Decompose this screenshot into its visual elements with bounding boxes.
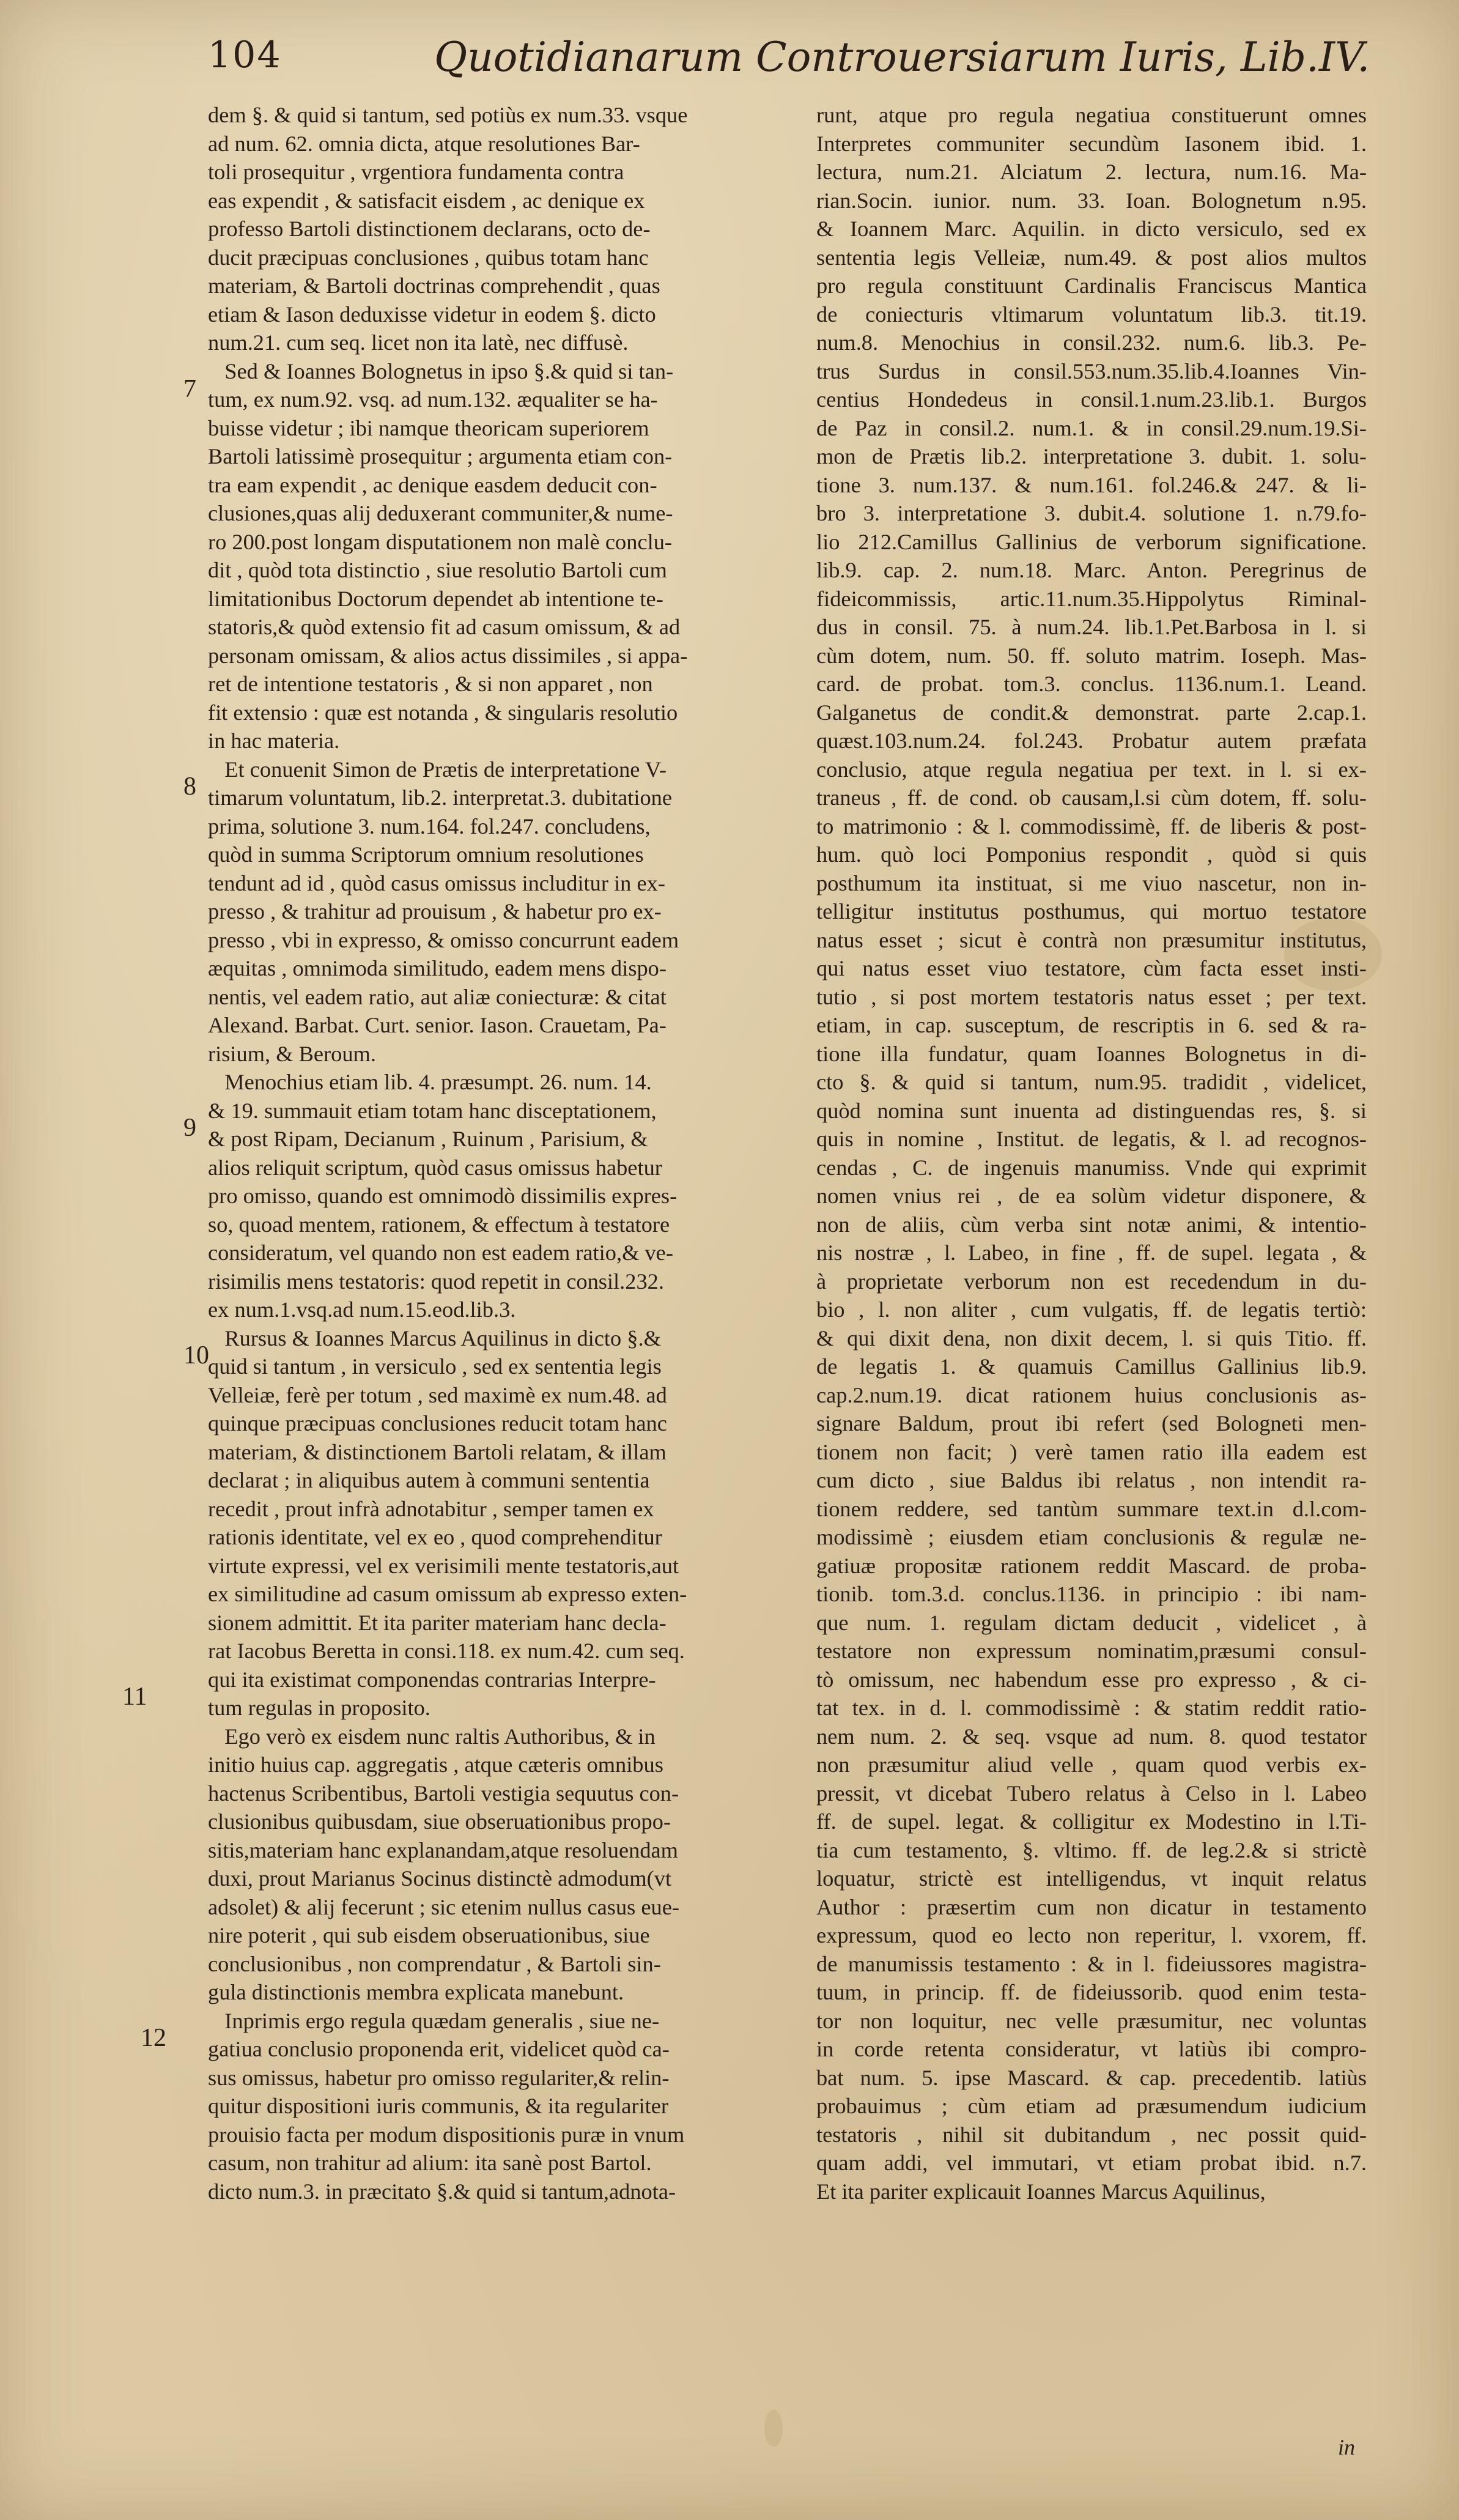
text-line: & post Ripam, Decianum , Ruinum , Parisium, &	[208, 1127, 648, 1151]
page-number: 104	[208, 34, 282, 76]
text-line: prima, solutione 3. num.164. fol.247. concludens,	[208, 813, 651, 839]
paragraph-number: 10	[183, 1341, 209, 1369]
text-line: tuum, in princip. ff. de fideiussorib. quod enim testa-	[816, 1980, 1367, 2004]
text-line: æquitas , omnimoda similitudo, eadem mens dispo-	[208, 956, 667, 980]
text-line: fideicommissis, artic.11.num.35.Hippolytus Riminal-	[816, 586, 1367, 611]
text-line: non de aliis, cùm verba sint notæ animi, & intentio-	[816, 1212, 1367, 1237]
text-line: nis nostræ , l. Labeo, in fine , ff. de supel. legata , &	[816, 1240, 1367, 1265]
text-line: ad num. 62. omnia dicta, atque resolutiones Bar-	[208, 131, 640, 156]
text-line: nomen vnius rei , de ea solùm videtur disponere, &	[816, 1184, 1367, 1208]
text-line: sionem admittit. Et ita pariter materiam hanc decla-	[208, 1610, 667, 1635]
text-line: risimilis mens testatoris: quod repetit in consil.232.	[208, 1269, 664, 1294]
text-line: centius Hondedeus in consil.1.num.23.lib.1. Burgos	[816, 387, 1367, 412]
text-line: probauimus ; cùm etiam ad præsumendum iudicium	[816, 2094, 1367, 2118]
text-line: limitationibus Doctorum dependet ab intentione te-	[208, 586, 663, 611]
text-line: presso , & trahitur ad prouisum , & habetur pro ex-	[208, 899, 662, 924]
text-line: professo Bartoli distinctionem declarans, octo de-	[208, 217, 651, 241]
text-line: bro 3. interpretatione 3. dubit.4. solutione 1. n.79.fo-	[816, 501, 1367, 525]
text-line: rian.Socin. iunior. num. 33. Ioan. Bolognetum n.95.	[816, 188, 1367, 213]
text-line: timarum voluntatum, lib.2. interpretat.3. dubitatione	[208, 785, 672, 810]
text-line: presso , vbi in expresso, & omisso concurrunt eadem	[208, 927, 679, 952]
text-line: lib.9. cap. 2. num.18. Marc. Anton. Peregrinus de	[816, 558, 1367, 582]
text-line: expressum, quod eo lecto non reperitur, l. vxorem, ff.	[816, 1923, 1367, 1947]
text-line: bat num. 5. ipse Mascard. & cap. precedentib. latiùs	[816, 2065, 1367, 2090]
running-head	[208, 34, 1370, 95]
text-line: pro omisso, quando est omnimodò dissimilis expres-	[208, 1184, 678, 1208]
text-line: so, quoad mentem, rationem, & effectum à testatore	[208, 1212, 670, 1237]
text-line: tionib. tom.3.d. conclus.1136. in principio : ibi nam-	[816, 1582, 1367, 1606]
text-line: fit extensio : quæ est notanda , & singularis resolutio	[208, 700, 678, 725]
text-line: qui ita existimat componendas contrarias Interpre-	[208, 1667, 656, 1692]
text-line: quitur dispositioni iuris communis, & ita regulariter	[208, 2094, 668, 2118]
text-line: tor non loquitur, nec velle præsumitur, nec voluntas	[816, 2008, 1367, 2033]
text-line: cap.2.num.19. dicat rationem huius conclusionis as-	[816, 1382, 1367, 1407]
text-line: etiam, in cap. susceptum, de rescriptis in 6. sed & ra-	[816, 1013, 1367, 1037]
text-line: testatoris , nihil sit dubitandum , nec possit quid-	[816, 2122, 1367, 2147]
text-line: num.21. cum seq. licet non ita latè, nec diffusè.	[208, 330, 629, 355]
text-line: Rursus & Ioannes Marcus Aquilinus in dicto §.&	[208, 1325, 661, 1351]
text-line: hactenus Scribentibus, Bartoli vestigia sequutus con-	[208, 1781, 679, 1806]
text-line: dus in consil. 75. à num.24. lib.1.Pet.Barbosa in l. si	[816, 615, 1367, 639]
text-line: lio 212.Camillus Gallinius de verborum significatione.	[816, 529, 1367, 554]
text-line: rat Iacobus Beretta in consi.118. ex num.42. cum seq.	[208, 1639, 685, 1663]
text-line: de legatis 1. & quamuis Camillus Gallinius lib.9.	[816, 1354, 1367, 1379]
text-line: consideratum, vel quando non est eadem ratio,& ve-	[208, 1240, 673, 1265]
text-line: quæst.103.num.24. fol.243. Probatur autem præfata	[816, 728, 1367, 753]
text-line: mon de Prætis lib.2. interpretatione 3. dubit. 1. solu-	[816, 444, 1367, 469]
text-line: recedit , prout infrà adnotabitur , semper tamen ex	[208, 1496, 654, 1521]
text-line: cendas , C. de ingenuis manumiss. Vnde qui exprimit	[816, 1155, 1367, 1180]
left-column	[208, 101, 780, 2206]
text-line: testatore non expressum nominatim,præsumi consul-	[816, 1639, 1367, 1663]
text-line: Alexand. Barbat. Curt. senior. Iason. Crauetam, Pa-	[208, 1013, 667, 1037]
text-line: ro 200.post longam disputationem non malè conclu-	[208, 529, 673, 554]
text-line: quòd in summa Scriptorum omnium resolutiones	[208, 842, 644, 867]
text-line: Et ita pariter explicauit Ioannes Marcus Aquilinus,	[816, 2179, 1266, 2204]
text-line: telligitur institutus posthumus, qui mortuo testatore	[816, 899, 1367, 924]
text-line: quid si tantum , in versiculo , sed ex sententia legis	[208, 1354, 662, 1379]
text-line: gula distinctionis membra explicata manebunt.	[208, 1980, 624, 2004]
text-line: in corde retenta consideratur, vt latiùs ibi compro-	[816, 2037, 1367, 2061]
paragraph-number: 9	[183, 1114, 196, 1142]
text-line: clusionibus quibusdam, siue obseruationibus propo-	[208, 1809, 671, 1834]
text-line: que num. 1. regulam dictam deducit , videlicet , à	[816, 1610, 1367, 1635]
text-line: to matrimonio : & l. commodissimè, ff. de liberis & post-	[816, 813, 1367, 839]
text-line: Bartoli latissimè prosequitur ; argumenta etiam con-	[208, 444, 673, 469]
right-column-text	[816, 101, 1367, 2206]
text-line: & Ioannem Marc. Aquilin. in dicto versiculo, sed ex	[816, 217, 1367, 241]
paragraph-number: 12	[141, 2024, 166, 2052]
text-line: prouisio facta per modum dispositionis puræ in vnum	[208, 2122, 685, 2147]
text-line: de Paz in consil.2. num.1. & in consil.29.num.19.Si-	[816, 415, 1367, 440]
text-line: Inprimis ergo regula quædam generalis , siue ne-	[208, 2008, 660, 2033]
text-line: gatiuæ propositæ rationem reddit Mascard. de proba-	[816, 1553, 1367, 1578]
text-line: duxi, prout Marianus Socinus distinctè admodum(vt	[208, 1866, 672, 1891]
text-line: risium, & Beroum.	[208, 1041, 376, 1066]
text-line: ducit præcipuas conclusiones , quibus totam hanc	[208, 245, 649, 270]
text-line: cto §. & quid si tantum, num.95. tradidit , videlicet,	[816, 1070, 1367, 1094]
text-line: tat tex. in d. l. commodissimè : & statim reddit ratio-	[816, 1695, 1367, 1720]
text-line: in hac materia.	[208, 728, 340, 753]
text-line: lectura, num.21. Alciatum 2. lectura, num.16. Ma-	[816, 160, 1367, 184]
paragraph-number: 11	[122, 1683, 147, 1711]
text-line: natus esset ; sicut è contrà non præsumitur institutus,	[816, 927, 1367, 952]
text-line: modissimè ; eiusdem etiam conclusionis & regulæ ne-	[816, 1525, 1367, 1549]
text-line: tia cum testamento, §. vltimo. ff. de leg.2.& si strictè	[816, 1837, 1367, 1862]
text-line: sententia legis Velleiæ, num.49. & post alios multos	[816, 245, 1367, 270]
text-line: tione 3. num.137. & num.161. fol.246.& 247. & li-	[816, 472, 1367, 497]
text-line: à proprietate verborum non est recedendum in du-	[816, 1269, 1367, 1294]
text-line: buisse videtur ; ibi namque theoricam superiorem	[208, 415, 649, 440]
text-line: & 19. summauit etiam totam hanc disceptationem,	[208, 1098, 657, 1123]
text-line: ex num.1.vsq.ad num.15.eod.lib.3.	[208, 1297, 516, 1322]
text-line: Sed & Ioannes Bolognetus in ipso §.& quid si tan-	[208, 358, 674, 384]
text-line: statoris,& quòd extensio fit ad casum omissum, & ad	[208, 615, 681, 639]
text-line: initio huius cap. aggregatis , atque cæteris omnibus	[208, 1752, 663, 1777]
text-line: virtute expressi, vel ex verisimili mente testatoris,aut	[208, 1553, 679, 1578]
text-line: nem num. 2. & seq. vsque ad num. 8. quod testator	[816, 1724, 1367, 1749]
text-line: num.8. Menochius in consil.232. num.6. lib.3. Pe-	[816, 330, 1367, 355]
text-line: pro regula constituunt Cardinalis Franciscus Mantica	[816, 273, 1367, 298]
text-line: ff. de supel. legat. & colligitur ex Modestino in l.Ti-	[816, 1809, 1367, 1834]
right-column	[816, 101, 1367, 2206]
text-line: non præsumitur aliud velle , quam quod verbis ex-	[816, 1752, 1367, 1777]
text-line: bio , l. non aliter , cum vulgatis, ff. de legatis tertiò:	[816, 1297, 1367, 1322]
text-line: adsolet) & alij fecerunt ; sic etenim nullus casus eue-	[208, 1894, 680, 1919]
text-line: Velleiæ, ferè per totum , sed maximè ex num.48. ad	[208, 1382, 667, 1407]
text-line: nentis, vel eadem ratio, aut aliæ coniecturæ: & citat	[208, 984, 667, 1009]
text-line: tionem reddere, sed tantùm summare text.in d.l.com-	[816, 1496, 1367, 1521]
text-line: dit , quòd tota distinctio , siue resolutio Bartoli cum	[208, 558, 667, 582]
text-line: cùm dotem, num. 50. ff. soluto matrim. Ioseph. Mas-	[816, 643, 1367, 668]
text-line: de manumissis testamento : & in l. fideiussores magistra-	[816, 1951, 1367, 1976]
text-line: conclusio, atque regula negatiua per text. in l. si ex-	[816, 757, 1367, 782]
paragraph-number: 7	[183, 375, 196, 403]
header-title: Quotidianarum Controuersiarum Iuris, Lib.IV.	[434, 34, 1370, 81]
text-line: posthumum ita instituat, si me viuo nascetur, non in-	[816, 870, 1367, 895]
text-line: Interpretes communiter secundùm Iasonem ibid. 1.	[816, 131, 1367, 156]
left-column-text	[208, 101, 780, 2206]
text-line: sitis,materiam hanc explanandam,atque resoluendam	[208, 1837, 678, 1862]
text-line: ex similitudine ad casum omissum ab expresso exten-	[208, 1582, 687, 1606]
text-line: quam addi, vel immutari, vt etiam probat ibid. n.7.	[816, 2151, 1367, 2175]
text-line: de coniecturis vltimarum voluntatum lib.3. tit.19.	[816, 302, 1367, 327]
text-line: loquatur, strictè est intelligendus, vt inquit relatus	[816, 1866, 1367, 1891]
text-line: declarat ; in aliquibus autem à communi sententia	[208, 1468, 650, 1492]
ink-spot	[764, 2410, 783, 2447]
text-line: quòd nomina sunt inuenta ad distinguendas res, §. si	[816, 1098, 1367, 1123]
text-line: Galganetus de condit.& demonstrat. parte 2.cap.1.	[816, 700, 1367, 725]
text-line: tendunt ad id , quòd casus omissus includitur in ex-	[208, 870, 665, 895]
text-line: tò omissum, nec habendum esse pro expresso , & ci-	[816, 1667, 1367, 1692]
text-line: card. de probat. tom.3. conclus. 1136.num.1. Leand.	[816, 672, 1367, 696]
text-line: dem §. & quid si tantum, sed potiùs ex num.33. vsque	[208, 103, 688, 127]
text-line: Et conuenit Simon de Prætis de interpretatione V-	[208, 757, 667, 782]
text-line: eas expendit , & satisfacit eisdem , ac denique ex	[208, 188, 645, 213]
text-line: rationis identitate, vel ex eo , quod comprehenditur	[208, 1525, 662, 1549]
text-line: tra eam expendit , ac denique easdem deducit con-	[208, 472, 657, 497]
text-line: alios reliquit scriptum, quòd casus omissus habetur	[208, 1155, 662, 1180]
text-line: personam omissam, & alios actus dissimiles , si appa-	[208, 643, 688, 668]
text-line: materiam, & Bartoli doctrinas comprehendit , quas	[208, 273, 660, 298]
text-line: tutio , si post mortem testatoris natus esset ; per text.	[816, 984, 1367, 1009]
paragraph-number: 8	[183, 773, 196, 801]
text-line: trus Surdus in consil.553.num.35.lib.4.Ioannes Vin-	[816, 358, 1367, 384]
text-line: Menochius etiam lib. 4. præsumpt. 26. num. 14.	[208, 1070, 652, 1094]
text-line: conclusionibus , non comprendatur , & Bartoli sin-	[208, 1951, 661, 1976]
text-line: & qui dixit dena, non dixit decem, l. si quis Titio. ff.	[816, 1325, 1367, 1351]
text-line: clusiones,quas alij deduxerant communiter,& nume-	[208, 501, 673, 525]
text-line: nire poterit , qui sub eisdem obseruationibus, siue	[208, 1923, 650, 1947]
text-line: signare Baldum, prout ibi refert (sed Bologneti men-	[816, 1411, 1367, 1436]
catchword: in	[1338, 2435, 1356, 2459]
text-line: qui natus esset viuo testatore, cùm facta esset insti-	[816, 956, 1367, 980]
text-line: dicto num.3. in præcitato §.& quid si tantum,adnota-	[208, 2179, 676, 2204]
text-line: tione illa fundatur, quam Ioannes Bolognetus in di-	[816, 1041, 1367, 1066]
text-line: Author : præsertim cum non dicatur in testamento	[816, 1894, 1367, 1919]
text-line: sus omissus, habetur pro omisso regulariter,& relin-	[208, 2065, 670, 2090]
text-line: tionem non facit; ) verè tamen ratio illa eadem est	[816, 1439, 1367, 1464]
text-line: etiam & Iason deduxisse videtur in eodem §. dicto	[208, 302, 656, 327]
text-line: traneus , ff. de cond. ob causam,l.si cùm dotem, ff. solu-	[816, 785, 1367, 810]
text-line: cum dicto , siue Baldus ibi relatus , non intendit ra-	[816, 1468, 1367, 1492]
text-line: toli prosequitur , vrgentiora fundamenta contra	[208, 160, 624, 184]
text-line: quinque præcipuas conclusiones reducit totam hanc	[208, 1411, 667, 1436]
text-line: ret de intentione testatoris , & si non apparet , non	[208, 672, 653, 696]
text-line: tum, ex num.92. vsq. ad num.132. æqualiter se ha-	[208, 387, 658, 412]
text-line: pressit, vt dicebat Tubero relatus à Celso in l. Labeo	[816, 1781, 1367, 1806]
text-line: materiam, & distinctionem Bartoli relatam, & illam	[208, 1439, 667, 1464]
text-line: casum, non trahitur ad alium: ita sanè post Bartol.	[208, 2151, 652, 2175]
text-line: runt, atque pro regula negatiua constituerunt omnes	[816, 103, 1367, 127]
text-line: gatiua conclusio proponenda erit, videlicet quòd ca-	[208, 2037, 670, 2061]
text-line: Ego verò ex eisdem nunc raltis Authoribus, & in	[208, 1724, 656, 1749]
text-line: quis in nomine , Institut. de legatis, & l. ad recognos-	[816, 1127, 1367, 1151]
text-line: hum. quò loci Pomponius respondit , quòd si quis	[816, 842, 1367, 867]
text-line: tum regulas in proposito.	[208, 1695, 430, 1720]
